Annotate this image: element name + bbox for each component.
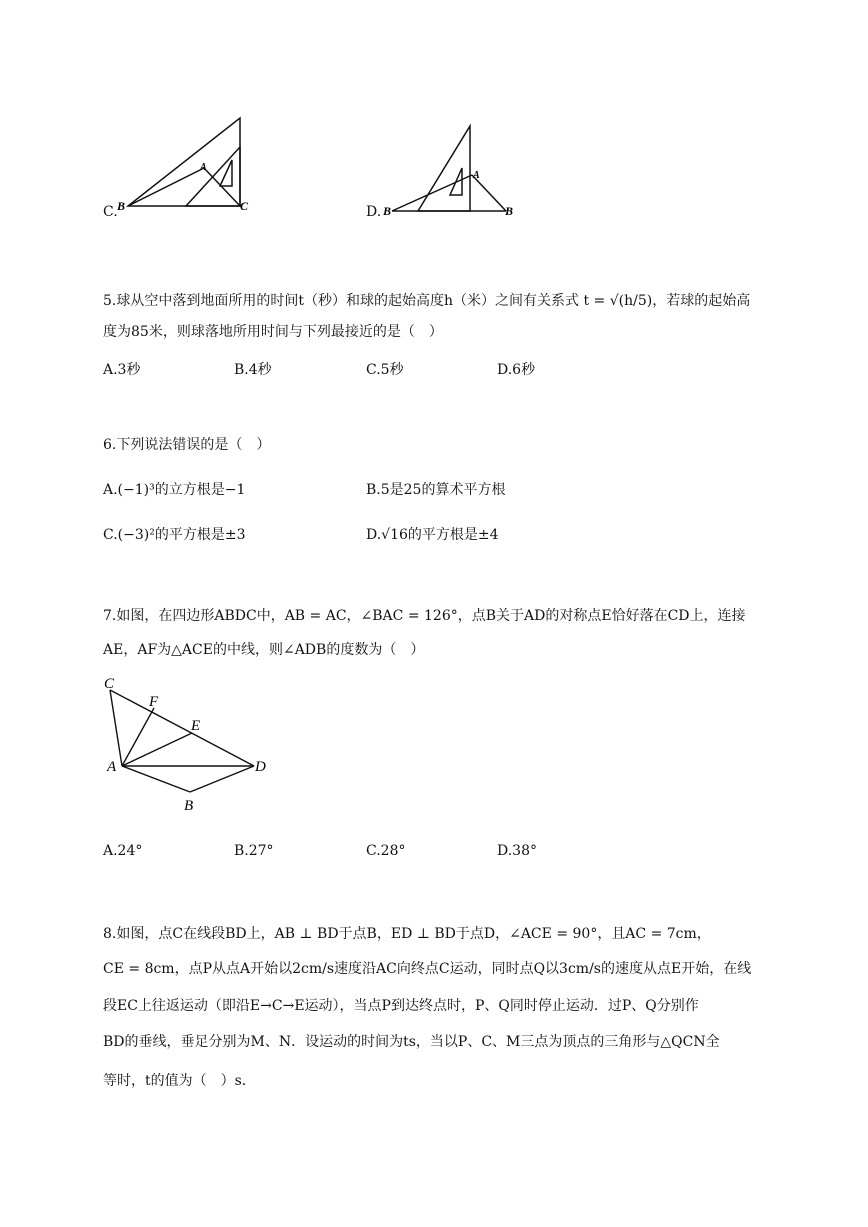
q7-label-a: A <box>107 759 117 775</box>
figure-c-label-b: B <box>117 199 126 213</box>
figure-c-drawing <box>100 110 260 220</box>
q5-option-d: D.6秒 <box>497 362 536 378</box>
q7-label-b: B <box>184 798 194 814</box>
q7-figure <box>98 672 278 817</box>
q6-stem: 6.下列说法错误的是（ ） <box>103 437 271 453</box>
q7-line-2: AE，AF为△ACE的中线，则∠ADB的度数为（ ） <box>103 642 425 658</box>
q8-line-2: CE = 8cm，点P从点A开始以2cm/s速度沿AC向终点C运动，同时点Q以3cm/s的速度从点E开始，在线 <box>103 961 752 977</box>
q7-label-d: D <box>255 759 266 775</box>
figure-c-set-square-small <box>220 160 232 186</box>
figure-c-label-a: A <box>200 162 207 173</box>
q8-line-1: 8.如图，点C在线段BD上，AB ⊥ BD于点B，ED ⊥ BD于点D，∠ACE = 90°，且AC = 7cm， <box>103 926 711 942</box>
figure-d-drawing <box>366 118 526 223</box>
q6-option-d: D.√16的平方根是±4 <box>366 527 499 543</box>
q7-option-d: D.38° <box>497 843 537 859</box>
q8-line-3: 段EC上往返运动（即沿E→C→E运动），当点P到达终点时，P、Q同时停止运动．过P、Q分别作 <box>103 998 699 1014</box>
q7-label-c: C <box>104 676 115 692</box>
figure-c-label-c: C <box>240 199 249 213</box>
q6-option-a: A.(−1)³的立方根是−1 <box>103 482 246 498</box>
figure-c-set-square-large <box>128 118 240 206</box>
figure-d-label-a: A <box>473 170 480 181</box>
q5-option-b: B.4秒 <box>234 362 272 378</box>
q8-line-5: 等时，t的值为（ ）s． <box>103 1073 256 1089</box>
q6-option-b: B.5是25的算术平方根 <box>366 482 506 498</box>
figure-d-label-b1: B <box>383 204 392 218</box>
figure-c-label: C. <box>103 204 118 220</box>
figure-d-label: D. <box>366 204 382 220</box>
q5-option-a: A.3秒 <box>103 362 141 378</box>
figure-d-label-b2: B <box>505 204 514 218</box>
q7-label-f: F <box>149 694 159 710</box>
q7-option-a: A.24° <box>103 843 143 859</box>
q7-label-e: E <box>191 718 201 734</box>
q7-line-1: 7.如图，在四边形ABDC中，AB = AC，∠BAC = 126°，点B关于AD的对称点E恰好落在CD上，连接 <box>103 608 746 624</box>
q8-line-4: BD的垂线，垂足分别为M、N．设运动的时间为ts，当以P、C、M三点为顶点的三角形与△QCN全 <box>103 1034 720 1050</box>
q5-line-2: 度为85米，则球落地所用时间与下列最接近的是（ ） <box>103 324 443 340</box>
q6-option-c: C.(−3)²的平方根是±3 <box>103 527 246 543</box>
q7-option-c: C.28° <box>366 843 406 859</box>
figure-d <box>366 118 526 223</box>
figure-c <box>100 110 260 220</box>
q5-option-c: C.5秒 <box>366 362 404 378</box>
q7-option-b: B.27° <box>234 843 274 859</box>
q5-line-1: 5.球从空中落到地面所用的时间t（秒）和球的起始高度h（米）之间有关系式 t = √(h/5)，若球的起始高 <box>103 293 751 309</box>
q7-figure-drawing <box>98 672 278 817</box>
